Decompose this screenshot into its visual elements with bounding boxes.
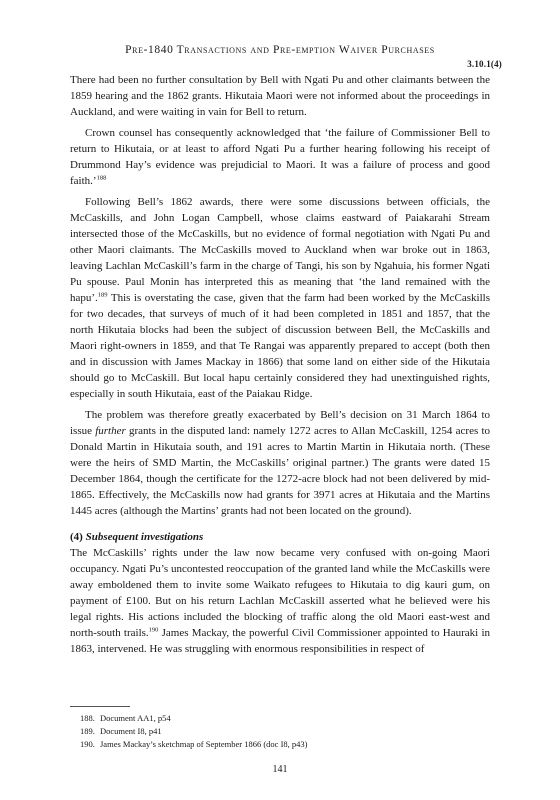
paragraph-5-text-a: The McCaskills’ rights under the law now became very confused with on-going Maori occupancy. Ngati Pu’s uncontested reoccupation of the granted land while the McCaskills were away emboldened them to invite some Waikato refugees to Hikutaia to dig kauri gum, on payment of £100. But on his return Lachlan McCaskill asserted what he believed were his legal rights. His actions included the blocking of traffic along the old Maori east-west and north-south trails. <box>70 547 490 639</box>
body-text <box>70 72 490 657</box>
footnote-number: 188. <box>80 713 95 723</box>
paragraph-1: There had been no further consultation by Bell with Ngati Pu and other claimants between the 1859 hearing and the 1862 grants. Hikutaia Maori were not informed about the proceedings in Auckland, and were waiting in vain for Bell to return. <box>70 74 490 118</box>
paragraph-3-text-a: Following Bell’s 1862 awards, there were some discussions between officials, the McCaskills, and John Logan Campbell, whose claims eastward of Paiakarahi Stream intersected those of the McCaskills, but no evidence of formal negotiation with Ngati Pu and other Maori claimants. The McCaskills moved to Auckland when war broke out in 1863, leaving Lachlan McCaskill’s farm in the charge of Tangi, his son by Ngahuia, his former Ngati Pu spouse. Paul Monin has interpreted this as meaning that ‘the land remained with the hapu’. <box>70 196 490 304</box>
paragraph-5 <box>70 545 490 657</box>
footnote-text: Document AA1, p54 <box>100 713 171 723</box>
footnotes <box>80 712 490 751</box>
footnote-189 <box>80 725 490 738</box>
page-number: 141 <box>272 764 288 775</box>
footnote-text: James Mackay’s sketchmap of September 1866 (doc I8, p43) <box>100 739 308 749</box>
paragraph-4-text-a: The problem was therefore greatly exacerbated by Bell’s decision on 31 March 1864 to issue <box>70 409 490 437</box>
paragraph-3 <box>70 194 490 402</box>
paragraph-2-text: Crown counsel has consequently acknowledged that ‘the failure of Commissioner Bell to return to Hikutaia, or at least to afford Ngati Pu a further hearing following his receipt of Drummond Hay’s evidence was prejudicial to Maori. It was a failure of process and good faith.’ <box>70 127 490 187</box>
footnote-divider <box>70 706 130 707</box>
paragraph-5-text-b: James Mackay, the powerful Civil Commissioner appointed to Hauraki in 1863, intervened. He was struggling with enormous responsibilities in respect of <box>70 627 490 655</box>
running-head: Pre-1840 Transactions and Pre-emption Waiver Purchases <box>125 44 435 56</box>
paragraph-3-text-b: This is overstating the case, given that the farm had been worked by the McCaskills for two decades, that surveys of much of it had been completed in 1851 and 1857, that the north Hikutaia blocks had been the subject of discussion between Bell, the McCaskills and Maori right-owners in 1859, and that Te Rangai was apparently prepared to accept (both then and in discussion with James Mackay in 1866) that some land on either side of the Hikutaia should go to McCaskill. But local hapu certainly considered they had unextinguished rights, especially in south Hikutaia, east of the Paiakau Ridge. <box>70 292 490 400</box>
footnote-number: 189. <box>80 726 95 736</box>
footnote-text: Document I8, p41 <box>100 726 162 736</box>
footnote-ref-190[interactable]: 190 <box>148 626 159 634</box>
paragraph-2 <box>70 125 490 189</box>
footnote-number: 190. <box>80 739 95 749</box>
paragraph-4-text-b: grants in the disputed land: namely 1272 acres to Allan McCaskill, 1254 acres to Donald Martin in Hikutaia south, and 191 acres to Martin Martin in Hikutaia north. (These were the heirs of SMD Martin, the McCaskills’ original partner.) The grants were dated 15 December 1864, though the certificate for the 1272-acre block had not been delivered by mid-1865. Effectively, the McCaskills now had grants for 3971 acres at Hikutaia and the Martins 1445 acres (although the Martins’ grants had not been located on the ground). <box>70 425 491 517</box>
paragraph-4-emphasis: further <box>95 425 126 437</box>
footnote-ref-188[interactable]: 188 <box>96 174 107 182</box>
footnote-ref-189[interactable]: 189 <box>97 291 108 299</box>
subsection-title: Subsequent investigations <box>85 531 204 543</box>
subsection-number: (4) <box>70 531 83 543</box>
subsection-heading <box>70 529 490 545</box>
paragraph-4 <box>70 407 490 519</box>
footnote-190 <box>80 738 490 751</box>
footnote-188 <box>80 712 490 725</box>
section-number: 3.10.1(4) <box>467 59 502 69</box>
